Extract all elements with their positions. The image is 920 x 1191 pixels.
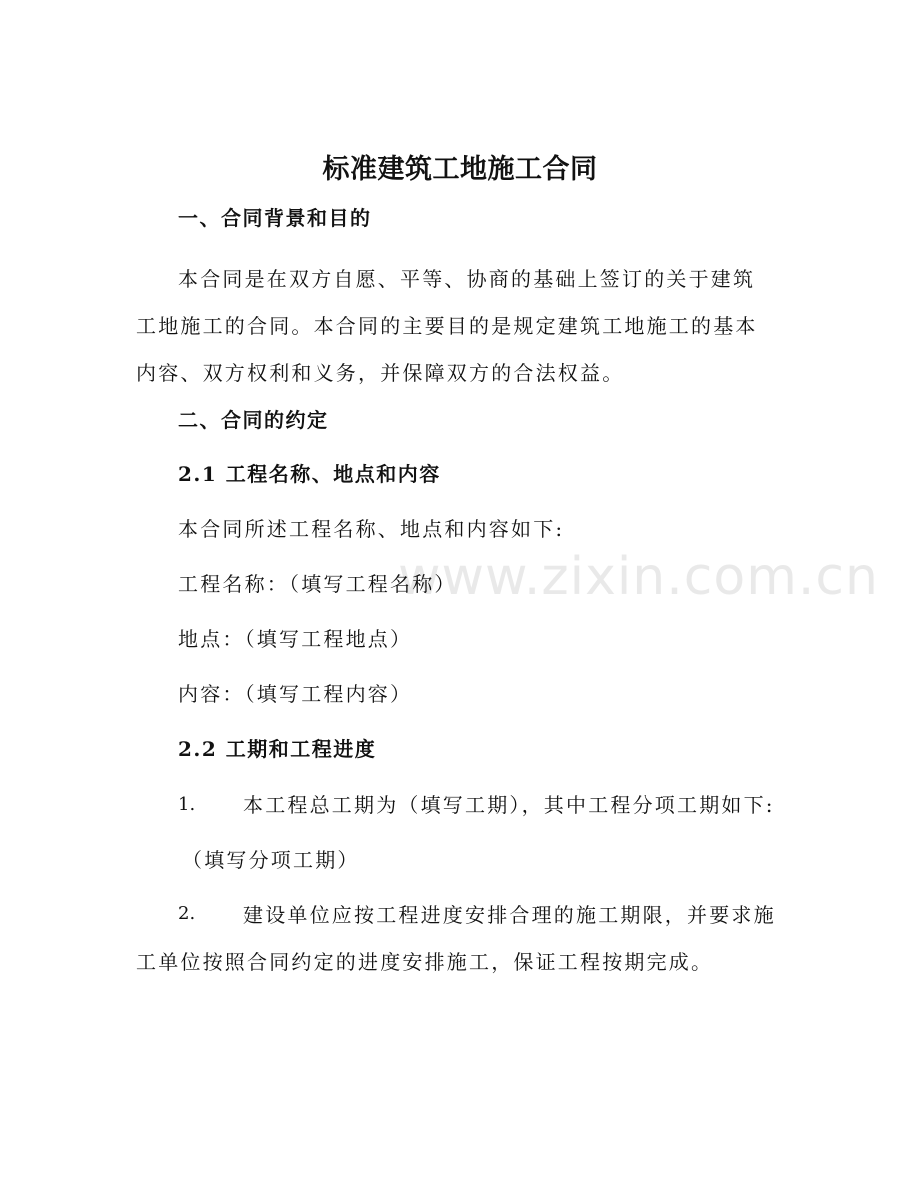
list-item-1-number: 1. (178, 794, 196, 815)
project-name-line: 工程名称：（填写工程名称） (178, 572, 457, 596)
document-title: 标准建筑工地施工合同 (322, 154, 598, 185)
list-item-1-text: 本工程总工期为（填写工期），其中工程分项工期如下: (243, 793, 775, 817)
section2-heading: 二、合同的约定 (178, 408, 329, 432)
project-location-line: 地点：（填写工程地点） (178, 627, 413, 651)
subsection-2-1-intro: 本合同所述工程名称、地点和内容如下: (178, 517, 565, 541)
list-item-2-paragraph (136, 892, 776, 986)
project-content-line: 内容：（填写工程内容） (178, 682, 413, 706)
list-item-2-text: 建设单位应按工程进度安排合理的施工期限，并要求施工单位按照合同约定的进度安排施工，保证工程按期完成。 (136, 903, 776, 974)
section1-heading: 一、合同背景和目的 (178, 206, 372, 230)
section1-paragraph-text: 本合同是在双方自愿、平等、协商的基础上签订的关于建筑工地施工的合同。本合同的主要目的是规定建筑工地施工的基本内容、双方权利和义务，并保障双方的合法权益。 (136, 267, 758, 385)
list-item-2-number: 2. (178, 903, 196, 924)
list-item-1-fill: （填写分项工期） (182, 848, 360, 872)
watermark: www.zixin.com.cn (398, 547, 879, 607)
subsection-2-1-heading: 2.1 工程名称、地点和内容 (178, 462, 441, 486)
subsection-2-2-heading: 2.2 工期和工程进度 (178, 737, 377, 761)
section1-paragraph (136, 256, 776, 397)
